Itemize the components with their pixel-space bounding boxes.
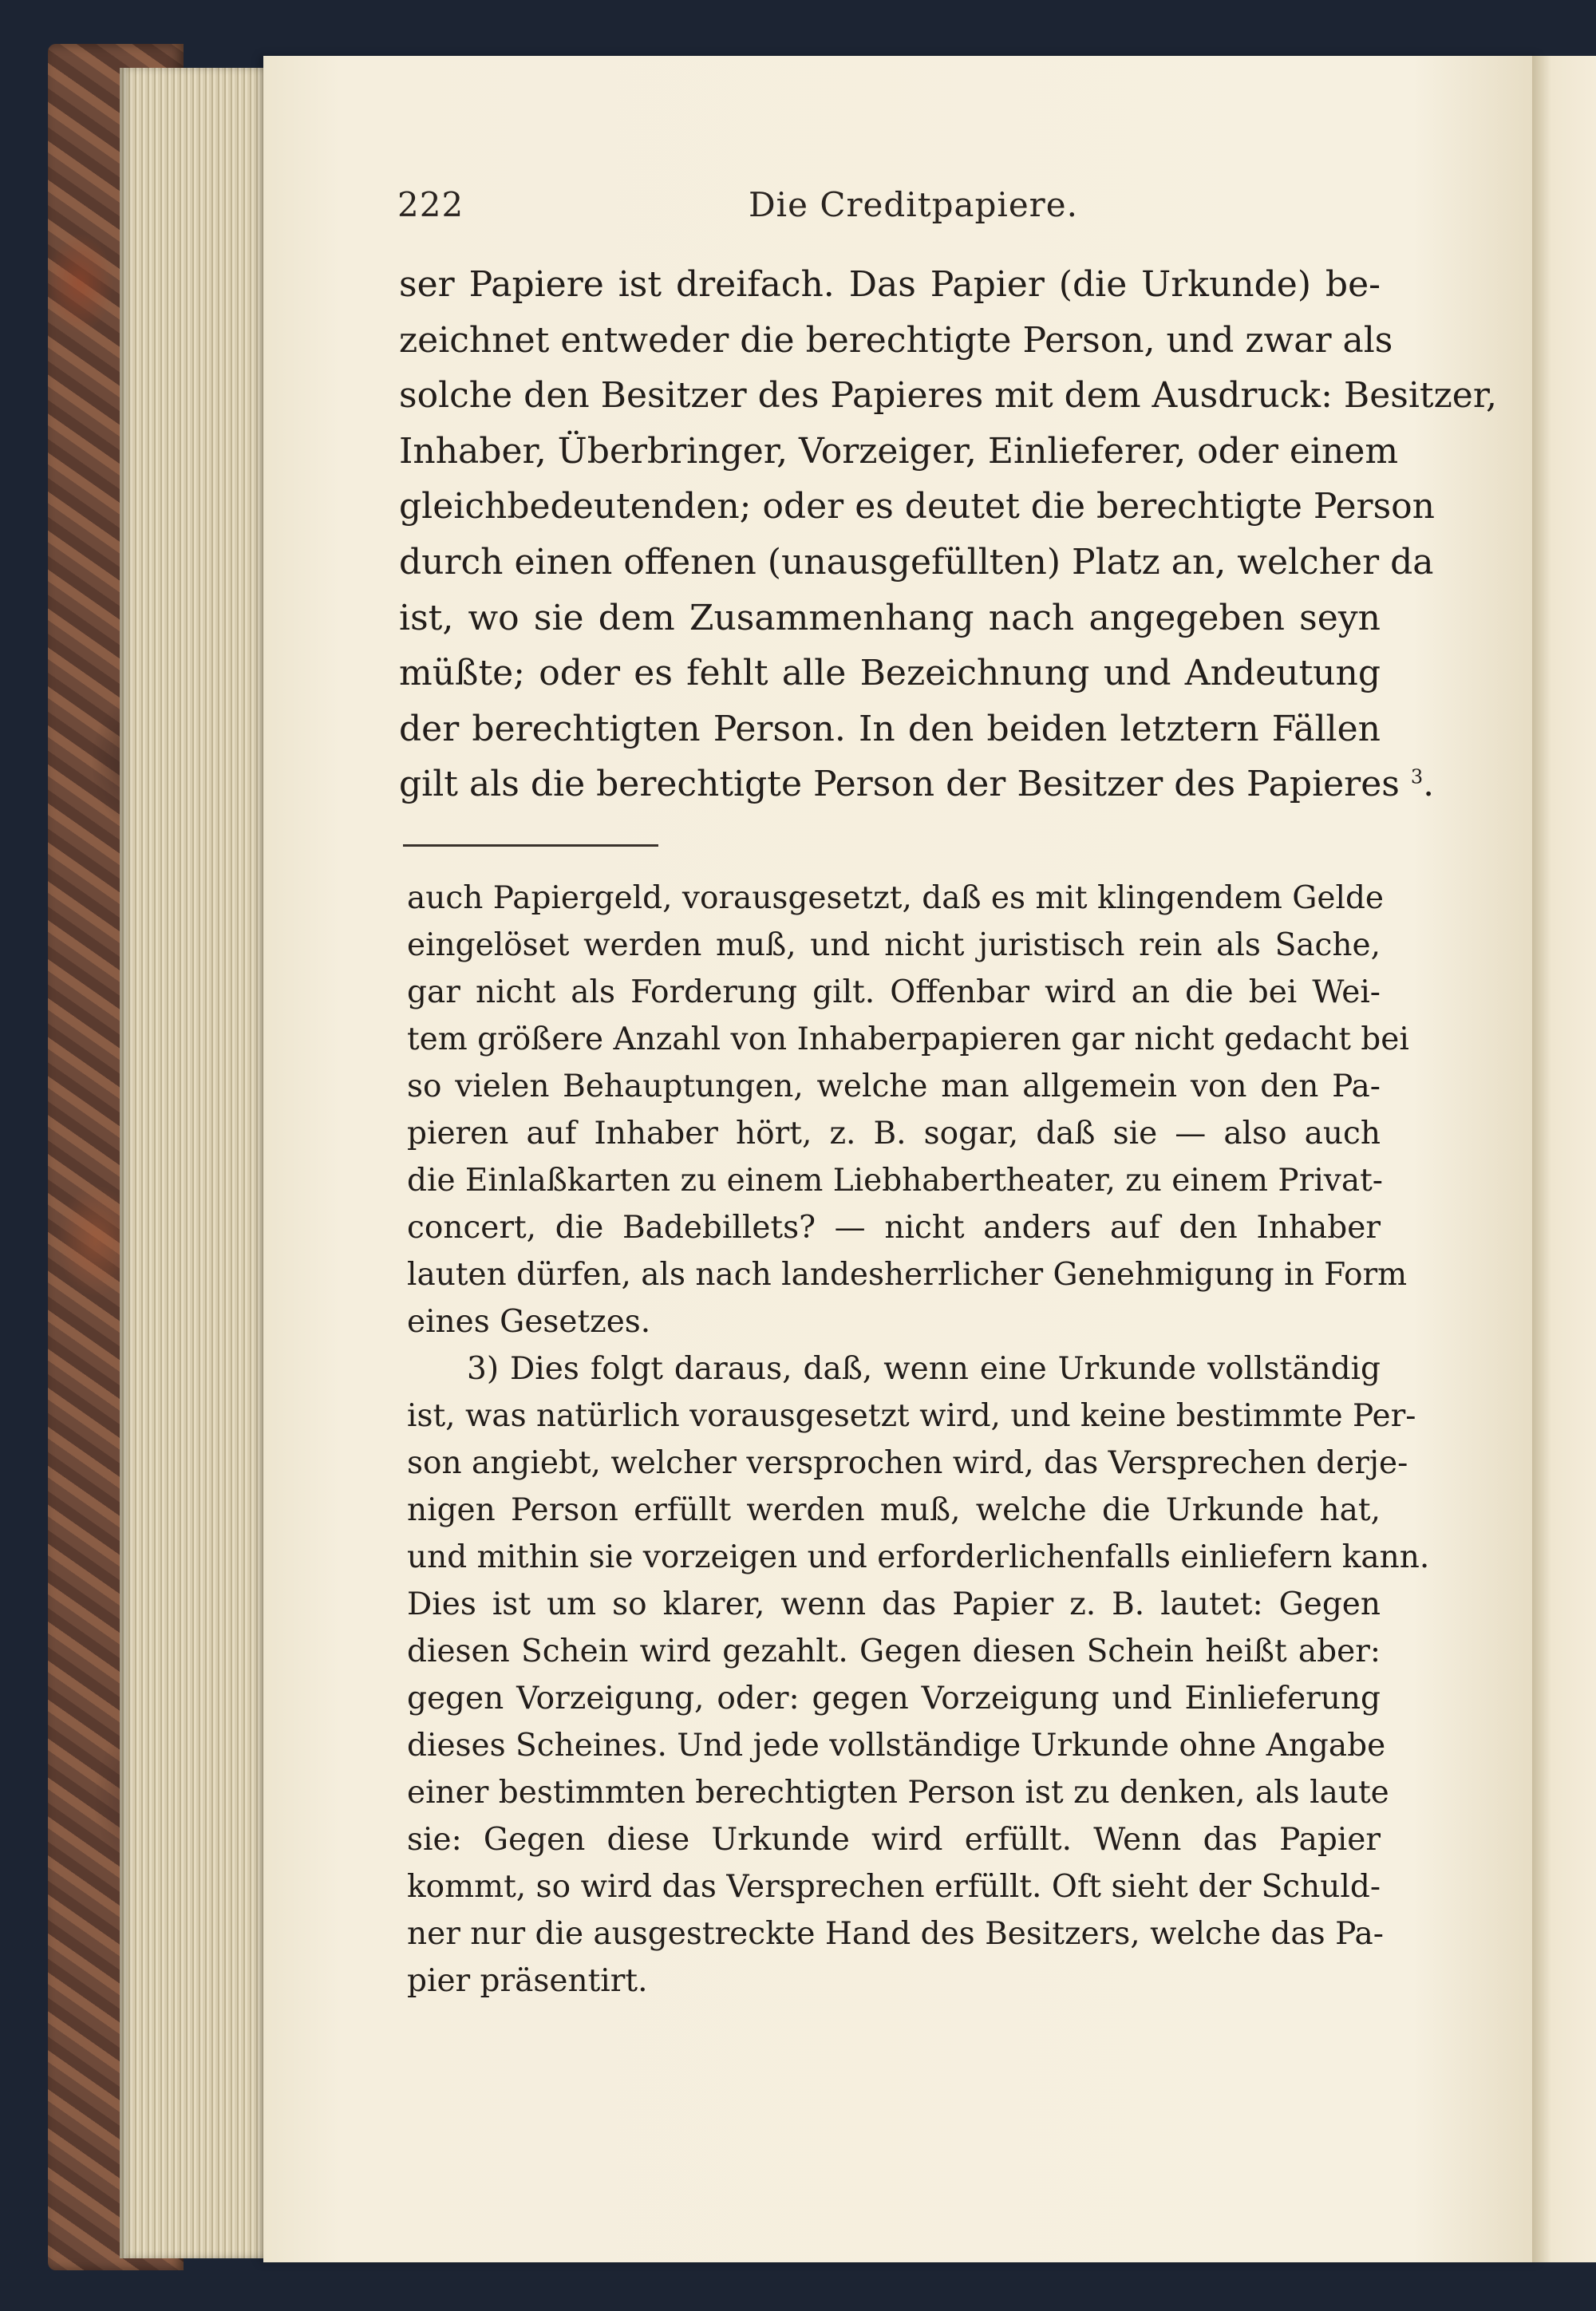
footnote-3-start: 3) Dies folgt daraus, daß, wenn eine Urkunde vollständig: [467, 1351, 1381, 1387]
facing-page-edge: [1532, 56, 1596, 2262]
footnote-reference: 3: [1410, 765, 1424, 788]
footnotes: [407, 875, 1430, 2005]
footnote-line: pier präsentirt.: [407, 1963, 648, 1999]
page-header: [397, 185, 1420, 233]
text-line: solche den Besitzer des Papieres mit dem Ausdruck: Besitzer,: [399, 375, 1498, 417]
text-line: müßte; oder es fehlt alle Bezeichnung und Andeutung: [399, 653, 1381, 694]
footnote-line: ist, was natürlich vorausgesetzt wird, und keine bestimmte Per-: [407, 1398, 1416, 1434]
footnote-line: ner nur die ausgestreckte Hand des Besitzers, welche das Pa-: [407, 1916, 1384, 1952]
sentence-end: .: [1423, 764, 1435, 805]
footnote-line: nigen Person erfüllt werden muß, welche die Urkunde hat,: [407, 1492, 1381, 1528]
text-line: der berechtigten Person. In den beiden letztern Fällen: [399, 708, 1381, 749]
page-edges: [120, 68, 279, 2258]
text-line: Inhaber, Überbringer, Vorzeiger, Einlieferer, oder einem: [399, 430, 1399, 472]
text-line: ser Papiere ist dreifach. Das Papier (die Urkunde) be-: [399, 264, 1381, 305]
footnote-line: eingelöset werden muß, und nicht juristisch rein als Sache,: [407, 927, 1381, 963]
footnote-line: diesen Schein wird gezahlt. Gegen diesen Schein heißt aber:: [407, 1634, 1381, 1669]
footnote-line: eines Gesetzes.: [407, 1304, 651, 1340]
text-line: durch einen offenen (unausgefüllten) Platz an, welcher da: [399, 541, 1434, 583]
footnote-line: und mithin sie vorzeigen und erforderlichenfalls einliefern kann.: [407, 1539, 1430, 1575]
footnote-line: son angiebt, welcher versprochen wird, das Versprechen derje-: [407, 1445, 1408, 1481]
footnote-line: tem größere Anzahl von Inhaberpapieren gar nicht gedacht bei: [407, 1021, 1409, 1057]
footnote-line: lauten dürfen, als nach landesherrlicher Genehmigung in Form: [407, 1257, 1408, 1293]
footnote-line: dieses Scheines. Und jede vollständige Urkunde ohne Angabe: [407, 1728, 1386, 1764]
running-title: Die Creditpapiere.: [749, 185, 1078, 224]
footnote-line: sie: Gegen diese Urkunde wird erfüllt. Wenn das Papier: [407, 1822, 1381, 1858]
text-line-content: gilt als die berechtigte Person der Besitzer des Papieres: [399, 764, 1400, 805]
footnote-line: Dies ist um so klarer, wenn das Papier z. B. lautet: Gegen: [407, 1586, 1381, 1622]
footnote-line: auch Papiergeld, vorausgesetzt, daß es mit klingendem Gelde: [407, 880, 1384, 916]
page-number: 222: [397, 185, 464, 224]
text-line: gleichbedeutenden; oder es deutet die berechtigte Person: [399, 486, 1435, 527]
footnote-line: die Einlaßkarten zu einem Liebhabertheater, zu einem Privat-: [407, 1163, 1383, 1199]
footnote-line: gegen Vorzeigung, oder: gegen Vorzeigung und Einlieferung: [407, 1681, 1381, 1716]
text-line: zeichnet entweder die berechtigte Person, und zwar als: [399, 319, 1393, 361]
text-line: ist, wo sie dem Zusammenhang nach angegeben seyn: [399, 597, 1381, 638]
text-line-last: [399, 757, 1435, 812]
footnote-line: kommt, so wird das Versprechen erfüllt. Oft sieht der Schuld-: [407, 1869, 1381, 1905]
footnote-line: gar nicht als Forderung gilt. Offenbar wird an die bei Wei-: [407, 974, 1381, 1010]
footnote-line: pieren auf Inhaber hört, z. B. sogar, daß sie — also auch: [407, 1116, 1381, 1152]
footnote-line: concert, die Badebillets? — nicht anders auf den Inhaber: [407, 1210, 1381, 1246]
main-text: [399, 257, 1498, 812]
footnote-line: so vielen Behauptungen, welche man allgemein von den Pa-: [407, 1069, 1381, 1104]
footnote-separator: [403, 844, 658, 847]
footnote-line: einer bestimmten berechtigten Person ist zu denken, als laute: [407, 1775, 1389, 1811]
